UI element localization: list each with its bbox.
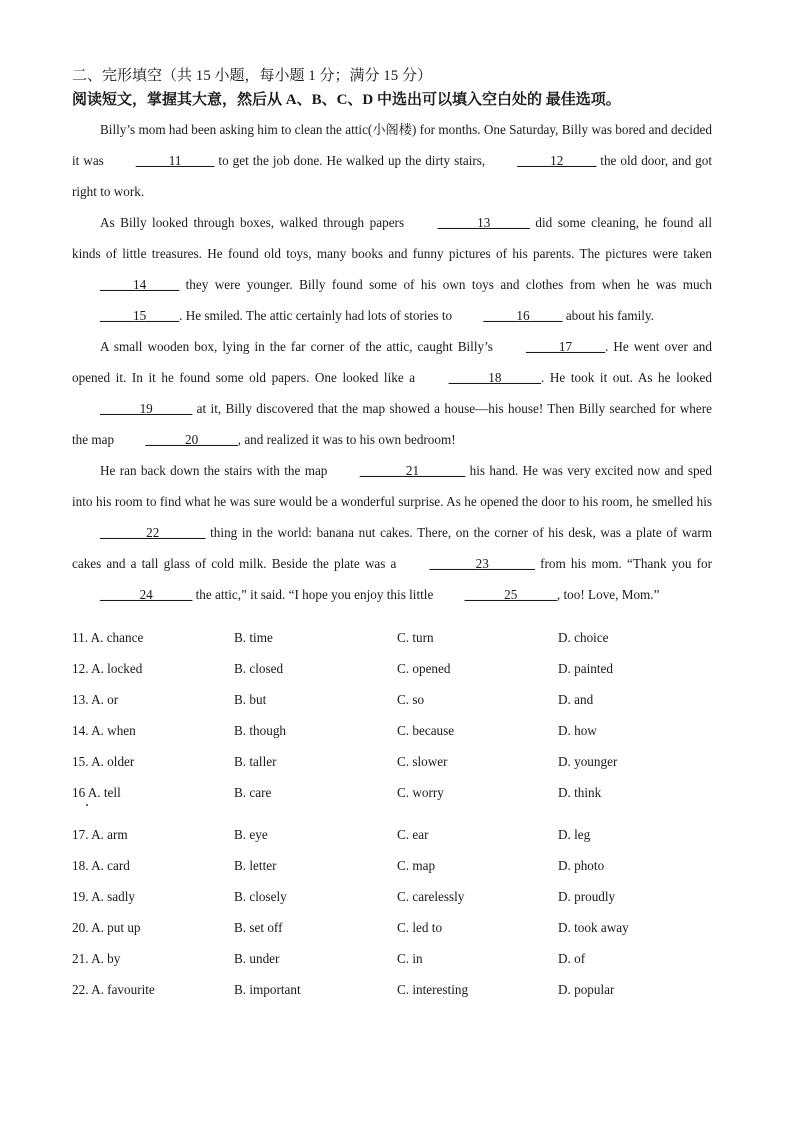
option-text: C. map: [397, 858, 436, 873]
passage-paragraph: [72, 114, 712, 207]
option-a[interactable]: [72, 884, 135, 910]
question-number: 19.: [72, 889, 89, 904]
question-number: 14.: [72, 723, 89, 738]
passage-text: , and realized it was to his own bedroom!: [237, 432, 456, 447]
option-text: C. carelessly: [397, 889, 465, 904]
question-row: [72, 915, 712, 946]
question-number: 22.: [72, 982, 89, 997]
option-text: A. arm: [91, 827, 128, 842]
question-row: [72, 977, 712, 1008]
option-text: D. painted: [558, 661, 613, 676]
option-c[interactable]: [397, 749, 448, 775]
answer-blank[interactable]: _____17_____: [525, 339, 606, 354]
option-b[interactable]: [234, 749, 276, 775]
question-number: 15.: [72, 754, 89, 769]
option-text: C. worry: [397, 785, 444, 800]
answer-blank[interactable]: ______18______: [448, 370, 542, 385]
passage-text: Billy’s mom had been asking him to clean the attic(小阁楼) for months. One Saturday, Billy was bored and decided it was: [72, 122, 712, 168]
passage-paragraph: [72, 331, 712, 455]
option-d[interactable]: [558, 656, 613, 682]
option-a[interactable]: [72, 946, 120, 972]
option-text: D. and: [558, 692, 594, 707]
option-text: D. think: [558, 785, 602, 800]
question-row: [72, 884, 712, 915]
option-text: B. closely: [234, 889, 287, 904]
question-row: [72, 687, 712, 718]
option-text: C. so: [397, 692, 425, 707]
answer-blank[interactable]: ______20______: [145, 432, 238, 447]
option-text: D. younger: [558, 754, 618, 769]
option-b[interactable]: [234, 853, 276, 879]
option-text: B. though: [234, 723, 287, 738]
option-text: C. interesting: [397, 982, 469, 997]
option-a[interactable]: [72, 625, 143, 651]
option-a[interactable]: [72, 780, 121, 806]
option-c[interactable]: [397, 915, 442, 941]
answer-blank[interactable]: _____11_____: [135, 153, 215, 168]
option-c[interactable]: [397, 687, 424, 713]
passage-text: A small wooden box, lying in the far corner of the attic, caught Billy’s: [100, 339, 498, 354]
question-number: 11.: [72, 630, 88, 645]
option-d[interactable]: [558, 977, 614, 1003]
option-a[interactable]: [72, 687, 118, 713]
passage-paragraph: [72, 207, 712, 331]
option-text: D. photo: [558, 858, 605, 873]
option-c[interactable]: [397, 718, 454, 744]
passage-text: , too! Love, Mom.”: [556, 587, 660, 602]
option-a[interactable]: [72, 822, 128, 848]
question-number: 20.: [72, 920, 89, 935]
option-b[interactable]: [234, 915, 282, 941]
option-c[interactable]: [397, 853, 435, 879]
passage-text: the attic,” it said. “I hope you enjoy this little: [192, 587, 437, 602]
option-text: C. led to: [397, 920, 443, 935]
answer-blank[interactable]: _____14_____: [100, 277, 180, 292]
option-a[interactable]: [72, 656, 142, 682]
question-number: 13.: [72, 692, 89, 707]
exam-page: [72, 66, 712, 610]
passage-text: at it, Billy discovered that the map showed a house—his house! Then Billy searched for where the map: [72, 401, 712, 447]
option-text: B. closed: [234, 661, 284, 676]
answer-blank[interactable]: _______21_______: [359, 463, 466, 478]
option-c[interactable]: [397, 780, 444, 806]
option-text: A. tell: [87, 785, 121, 800]
option-text: C. turn: [397, 630, 434, 645]
option-text: B. under: [234, 951, 280, 966]
option-text: C. opened: [397, 661, 451, 676]
option-text: C. slower: [397, 754, 448, 769]
answer-blank[interactable]: _____15_____: [100, 308, 180, 323]
answer-blank[interactable]: _______23_______: [429, 556, 535, 571]
option-d[interactable]: [558, 780, 601, 806]
option-b[interactable]: [234, 718, 286, 744]
answer-blank[interactable]: ______24______: [100, 587, 193, 602]
option-b[interactable]: [234, 687, 266, 713]
option-b[interactable]: [234, 977, 301, 1003]
option-a[interactable]: [72, 718, 136, 744]
passage-text: thing in the world: banana nut cakes. There, on the corner of his desk, was a plate of warm cakes and a tall glass of cold milk. Beside the plate was a: [72, 525, 712, 571]
question-number: 16: [72, 785, 86, 800]
question-row: [72, 718, 712, 749]
option-c[interactable]: [397, 656, 450, 682]
question-row: [72, 625, 712, 656]
option-text: D. proudly: [558, 889, 616, 904]
option-text: D. took away: [558, 920, 629, 935]
option-c[interactable]: [397, 822, 429, 848]
option-d[interactable]: [558, 687, 593, 713]
option-text: C. in: [397, 951, 423, 966]
passage-text: his hand. He was very excited now and sped into his room to find what he was sure would be a wonderful surprise. As he opened the door to his room, he smelled his: [72, 463, 713, 509]
option-d[interactable]: [558, 822, 590, 848]
option-c[interactable]: [397, 884, 464, 910]
answer-blank[interactable]: _______22_______: [100, 525, 206, 540]
option-d[interactable]: [558, 749, 617, 775]
question-number: 17.: [72, 827, 89, 842]
passage-text: did some cleaning, he found all kinds of little treasures. He found old toys, many books and funny pictures of his parents. The pictures were taken: [72, 215, 712, 261]
question-number: 21.: [72, 951, 89, 966]
answer-blank[interactable]: ______25______: [464, 587, 557, 602]
option-text: D. popular: [558, 982, 615, 997]
passage-text: they were younger. Billy found some of his own toys and clothes from when he was much: [179, 277, 712, 292]
option-text: A. when: [91, 723, 136, 738]
option-b[interactable]: [234, 656, 283, 682]
option-b[interactable]: [234, 780, 271, 806]
question-row: [72, 780, 712, 822]
option-text: B. letter: [234, 858, 277, 873]
passage-paragraph: [72, 455, 712, 610]
option-a[interactable]: [72, 749, 134, 775]
passage-text: . He went over and opened it. In it he found some old papers. One looked like a: [72, 339, 712, 385]
option-text: A. by: [91, 951, 121, 966]
option-text: A. put up: [91, 920, 141, 935]
option-c[interactable]: [397, 625, 434, 651]
option-text: B. eye: [234, 827, 268, 842]
option-a[interactable]: [72, 853, 130, 879]
answer-blank[interactable]: _____12_____: [517, 153, 597, 168]
option-b[interactable]: [234, 822, 268, 848]
option-text: B. taller: [234, 754, 277, 769]
option-c[interactable]: [397, 977, 468, 1003]
option-text: A. favourite: [91, 982, 155, 997]
option-text: D. of: [558, 951, 586, 966]
option-text: B. important: [234, 982, 301, 997]
answer-blank[interactable]: ______19______: [100, 401, 193, 416]
question-row: [72, 656, 712, 687]
option-c[interactable]: [397, 946, 423, 972]
section-title: 二、完形填空（共 15 小题，每小题 1 分；满分 15 分）: [72, 68, 433, 84]
option-b[interactable]: [234, 625, 273, 651]
passage-text: about his family.: [562, 308, 654, 323]
option-text: B. care: [234, 785, 272, 800]
question-number: 12.: [72, 661, 89, 676]
option-text: D. leg: [558, 827, 591, 842]
option-text: A. locked: [91, 661, 143, 676]
passage-text: He ran back down the stairs with the map: [100, 463, 332, 478]
option-text: A. or: [91, 692, 119, 707]
question-row: [72, 946, 712, 977]
option-text: B. set off: [234, 920, 283, 935]
option-text: D. how: [558, 723, 597, 738]
option-a[interactable]: [72, 977, 155, 1003]
option-text: B. time: [234, 630, 273, 645]
question-row: [72, 853, 712, 884]
option-d[interactable]: [558, 718, 597, 744]
option-text: A. card: [91, 858, 130, 873]
passage-text: from his mom. “Thank you for: [534, 556, 712, 571]
option-text: B. but: [234, 692, 267, 707]
option-d[interactable]: [558, 853, 604, 879]
option-text: C. because: [397, 723, 455, 738]
option-text: C. ear: [397, 827, 429, 842]
question-row: [72, 749, 712, 780]
question-row: [72, 822, 712, 853]
passage-text: the old door, and got right to work.: [72, 153, 713, 199]
option-text: A. older: [91, 754, 135, 769]
option-d[interactable]: [558, 884, 615, 910]
passage-text: . He took it out. As he looked: [541, 370, 712, 385]
passage-text: to get the job done. He walked up the dirty stairs,: [214, 153, 490, 168]
option-d[interactable]: [558, 915, 629, 941]
instruction-text: 阅读短文，掌握其大意，然后从 A、B、C、D 中选出可以填入空白处的 最佳选项。: [72, 92, 621, 108]
option-d[interactable]: [558, 946, 585, 972]
option-b[interactable]: [234, 884, 287, 910]
passage-text: As Billy looked through boxes, walked through papers: [100, 215, 410, 230]
stray-mark: [86, 804, 88, 806]
cloze-passage: [72, 114, 712, 610]
passage-text: . He smiled. The attic certainly had lots of stories to: [179, 308, 456, 323]
answer-blank[interactable]: ______13______: [437, 215, 530, 230]
answer-options: [72, 625, 712, 1008]
option-a[interactable]: [72, 915, 141, 941]
question-number: 18.: [72, 858, 89, 873]
option-b[interactable]: [234, 946, 279, 972]
answer-blank[interactable]: _____16_____: [483, 308, 563, 323]
option-text: A. sadly: [91, 889, 136, 904]
option-text: D. choice: [558, 630, 609, 645]
option-text: A. chance: [90, 630, 144, 645]
option-d[interactable]: [558, 625, 609, 651]
